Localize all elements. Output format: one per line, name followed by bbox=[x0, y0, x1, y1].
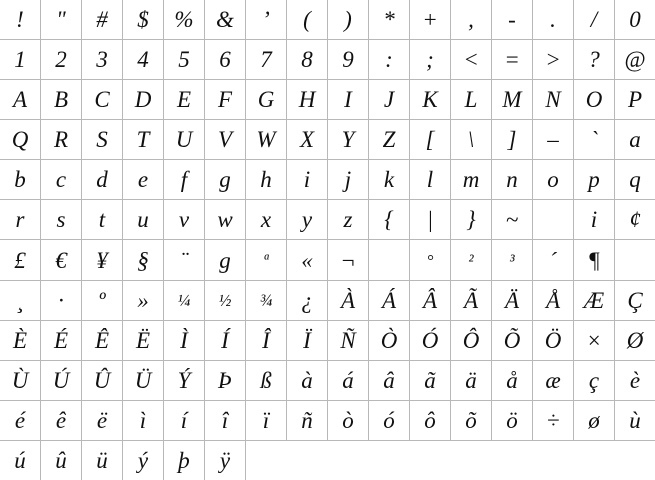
glyph-cell[interactable]: y bbox=[287, 200, 328, 240]
glyph-cell[interactable]: H bbox=[287, 80, 328, 120]
glyph-cell[interactable]: p bbox=[574, 160, 615, 200]
glyph-cell[interactable]: ¸ bbox=[0, 280, 41, 320]
glyph-cell[interactable]: % bbox=[164, 0, 205, 40]
glyph-cell[interactable]: B bbox=[41, 80, 82, 120]
glyph-cell[interactable]: 3 bbox=[82, 40, 123, 80]
glyph-cell[interactable]: I bbox=[328, 80, 369, 120]
glyph-cell[interactable]: ~ bbox=[492, 200, 533, 240]
glyph-cell[interactable]: A bbox=[0, 80, 41, 120]
glyph-cell[interactable]: § bbox=[123, 240, 164, 280]
glyph-cell[interactable]: É bbox=[41, 320, 82, 360]
glyph-cell bbox=[615, 440, 655, 480]
glyph-cell[interactable]: ) bbox=[328, 0, 369, 40]
glyph-cell[interactable]: Û bbox=[82, 360, 123, 400]
glyph-cell[interactable]: ï bbox=[246, 400, 287, 440]
glyph-cell bbox=[328, 440, 369, 480]
glyph-cell[interactable]: ë bbox=[82, 400, 123, 440]
glyph-cell[interactable]: 8 bbox=[287, 40, 328, 80]
glyph-cell[interactable]: s bbox=[41, 200, 82, 240]
glyph-cell[interactable]: Ë bbox=[123, 320, 164, 360]
glyph-cell[interactable]: ª bbox=[246, 240, 287, 280]
glyph-cell[interactable]: ? bbox=[574, 40, 615, 80]
glyph-cell[interactable]: û bbox=[41, 440, 82, 480]
glyph-cell[interactable]: , bbox=[451, 0, 492, 40]
glyph-cell[interactable]: ² bbox=[451, 240, 492, 280]
glyph-cell[interactable]: ÷ bbox=[533, 400, 574, 440]
glyph-cell[interactable]: [ bbox=[410, 120, 451, 160]
glyph-cell[interactable]: M bbox=[492, 80, 533, 120]
glyph-cell[interactable]: : bbox=[369, 40, 410, 80]
glyph-cell[interactable]: * bbox=[369, 0, 410, 40]
glyph-cell[interactable]: ö bbox=[492, 400, 533, 440]
glyph-cell[interactable]: x bbox=[246, 200, 287, 240]
glyph-cell[interactable]: Ó bbox=[410, 320, 451, 360]
glyph-cell[interactable]: Ç bbox=[615, 280, 655, 320]
glyph-cell[interactable]: ¿ bbox=[287, 280, 328, 320]
glyph-cell[interactable]: ¨ bbox=[164, 240, 205, 280]
glyph-cell[interactable]: ’ bbox=[246, 0, 287, 40]
glyph-cell[interactable]: Ñ bbox=[328, 320, 369, 360]
glyph-cell[interactable]: à bbox=[287, 360, 328, 400]
glyph-cell[interactable]: æ bbox=[533, 360, 574, 400]
glyph-cell[interactable]: Ö bbox=[533, 320, 574, 360]
glyph-cell[interactable]: # bbox=[82, 0, 123, 40]
glyph-row bbox=[0, 440, 655, 480]
glyph-cell[interactable]: m bbox=[451, 160, 492, 200]
glyph-cell[interactable]: 7 bbox=[246, 40, 287, 80]
glyph-cell[interactable]: 0 bbox=[615, 0, 655, 40]
glyph-cell bbox=[410, 440, 451, 480]
glyph-cell[interactable]: ¬ bbox=[328, 240, 369, 280]
glyph-cell[interactable]: S bbox=[82, 120, 123, 160]
glyph-cell bbox=[533, 440, 574, 480]
glyph-cell[interactable]: ¢ bbox=[615, 200, 655, 240]
glyph-cell[interactable]: k bbox=[369, 160, 410, 200]
glyph-cell[interactable]: R bbox=[41, 120, 82, 160]
glyph-cell[interactable]: 4 bbox=[123, 40, 164, 80]
glyph-cell[interactable]: × bbox=[574, 320, 615, 360]
glyph-cell[interactable]: Ø bbox=[615, 320, 655, 360]
glyph-row bbox=[0, 80, 655, 120]
glyph-cell[interactable]: J bbox=[369, 80, 410, 120]
glyph-cell[interactable]: ý bbox=[123, 440, 164, 480]
glyph-cell[interactable]: w bbox=[205, 200, 246, 240]
glyph-cell[interactable]: f bbox=[164, 160, 205, 200]
glyph-cell[interactable]: c bbox=[41, 160, 82, 200]
glyph-cell[interactable]: O bbox=[574, 80, 615, 120]
glyph-cell[interactable]: Z bbox=[369, 120, 410, 160]
glyph-cell[interactable]: Å bbox=[533, 280, 574, 320]
glyph-cell[interactable]: q bbox=[615, 160, 655, 200]
glyph-cell[interactable]: Ô bbox=[451, 320, 492, 360]
glyph-cell[interactable]: Í bbox=[205, 320, 246, 360]
glyph-cell[interactable]: £ bbox=[0, 240, 41, 280]
glyph-row bbox=[0, 400, 655, 440]
glyph-cell[interactable]: i bbox=[287, 160, 328, 200]
glyph-cell[interactable]: ° bbox=[410, 240, 451, 280]
glyph-cell[interactable]: ô bbox=[410, 400, 451, 440]
glyph-cell[interactable]: V bbox=[205, 120, 246, 160]
glyph-cell[interactable]: » bbox=[123, 280, 164, 320]
glyph-cell[interactable]: ½ bbox=[205, 280, 246, 320]
glyph-cell[interactable]: N bbox=[533, 80, 574, 120]
glyph-cell[interactable]: o bbox=[533, 160, 574, 200]
glyph-cell bbox=[246, 440, 287, 480]
glyph-cell[interactable]: > bbox=[533, 40, 574, 80]
glyph-cell[interactable]: { bbox=[369, 200, 410, 240]
glyph-cell[interactable]: F bbox=[205, 80, 246, 120]
glyph-cell[interactable]: 5 bbox=[164, 40, 205, 80]
glyph-cell bbox=[287, 440, 328, 480]
glyph-cell[interactable]: & bbox=[205, 0, 246, 40]
glyph-cell[interactable]: Î bbox=[246, 320, 287, 360]
glyph-cell[interactable]: · bbox=[41, 280, 82, 320]
glyph-cell[interactable]: ç bbox=[574, 360, 615, 400]
glyph-cell[interactable]: é bbox=[0, 400, 41, 440]
glyph-cell[interactable]: = bbox=[492, 40, 533, 80]
glyph-cell[interactable]: ä bbox=[451, 360, 492, 400]
glyph-cell[interactable]: Õ bbox=[492, 320, 533, 360]
glyph-cell[interactable]: g bbox=[205, 160, 246, 200]
glyph-cell[interactable]: ß bbox=[246, 360, 287, 400]
glyph-cell[interactable]: P bbox=[615, 80, 655, 120]
glyph-cell[interactable]: . bbox=[533, 0, 574, 40]
glyph-cell[interactable]: X bbox=[287, 120, 328, 160]
glyph-cell[interactable]: Á bbox=[369, 280, 410, 320]
glyph-cell[interactable]: 1 bbox=[0, 40, 41, 80]
glyph-cell[interactable]: Ü bbox=[123, 360, 164, 400]
glyph-cell[interactable]: G bbox=[246, 80, 287, 120]
glyph-cell[interactable]: Æ bbox=[574, 280, 615, 320]
glyph-cell[interactable]: - bbox=[492, 0, 533, 40]
glyph-cell[interactable]: \ bbox=[451, 120, 492, 160]
glyph-row bbox=[0, 0, 655, 40]
glyph-cell[interactable]: ´ bbox=[533, 240, 574, 280]
glyph-cell[interactable]: d bbox=[82, 160, 123, 200]
glyph-cell[interactable]: e bbox=[123, 160, 164, 200]
glyph-cell[interactable]: Â bbox=[410, 280, 451, 320]
glyph-row bbox=[0, 40, 655, 80]
glyph-cell[interactable]: t bbox=[82, 200, 123, 240]
glyph-cell[interactable]: D bbox=[123, 80, 164, 120]
glyph-cell[interactable]: ] bbox=[492, 120, 533, 160]
glyph-row bbox=[0, 120, 655, 160]
glyph-cell[interactable]: á bbox=[328, 360, 369, 400]
glyph-cell[interactable]: Ý bbox=[164, 360, 205, 400]
glyph-cell[interactable]: Y bbox=[328, 120, 369, 160]
glyph-cell[interactable]: ñ bbox=[287, 400, 328, 440]
glyph-cell[interactable]: ó bbox=[369, 400, 410, 440]
glyph-cell[interactable]: ø bbox=[574, 400, 615, 440]
glyph-cell[interactable]: « bbox=[287, 240, 328, 280]
glyph-cell[interactable]: Ã bbox=[451, 280, 492, 320]
glyph-cell[interactable]: ! bbox=[0, 0, 41, 40]
glyph-cell[interactable]: Ê bbox=[82, 320, 123, 360]
glyph-cell[interactable] bbox=[369, 240, 410, 280]
glyph-cell[interactable]: < bbox=[451, 40, 492, 80]
glyph-cell bbox=[369, 440, 410, 480]
glyph-row bbox=[0, 240, 655, 280]
glyph-cell[interactable]: | bbox=[410, 200, 451, 240]
glyph-cell[interactable]: ã bbox=[410, 360, 451, 400]
glyph-cell[interactable]: þ bbox=[164, 440, 205, 480]
glyph-cell[interactable]: 2 bbox=[41, 40, 82, 80]
glyph-cell[interactable]: Ì bbox=[164, 320, 205, 360]
glyph-cell[interactable]: $ bbox=[123, 0, 164, 40]
glyph-row bbox=[0, 160, 655, 200]
glyph-cell bbox=[574, 440, 615, 480]
glyph-cell[interactable]: ü bbox=[82, 440, 123, 480]
glyph-cell[interactable]: l bbox=[410, 160, 451, 200]
glyph-cell[interactable]: ¶ bbox=[574, 240, 615, 280]
glyph-cell[interactable]: 9 bbox=[328, 40, 369, 80]
glyph-cell[interactable]: î bbox=[205, 400, 246, 440]
glyph-cell[interactable]: g bbox=[205, 240, 246, 280]
glyph-cell[interactable]: v bbox=[164, 200, 205, 240]
glyph-row bbox=[0, 360, 655, 400]
glyph-cell[interactable]: ò bbox=[328, 400, 369, 440]
glyph-row bbox=[0, 320, 655, 360]
glyph-cell[interactable]: C bbox=[82, 80, 123, 120]
glyph-cell[interactable]: + bbox=[410, 0, 451, 40]
glyph-cell[interactable]: õ bbox=[451, 400, 492, 440]
glyph-cell[interactable]: n bbox=[492, 160, 533, 200]
glyph-cell[interactable]: U bbox=[164, 120, 205, 160]
glyph-cell bbox=[451, 440, 492, 480]
glyph-cell[interactable] bbox=[533, 200, 574, 240]
glyph-cell[interactable]: 6 bbox=[205, 40, 246, 80]
glyph-cell[interactable]: ì bbox=[123, 400, 164, 440]
glyph-cell[interactable]: W bbox=[246, 120, 287, 160]
glyph-cell[interactable]: / bbox=[574, 0, 615, 40]
glyph-cell[interactable]: a bbox=[615, 120, 655, 160]
glyph-cell[interactable]: L bbox=[451, 80, 492, 120]
glyph-cell[interactable]: Ú bbox=[41, 360, 82, 400]
glyph-cell[interactable]: ù bbox=[615, 400, 655, 440]
glyph-cell[interactable]: Ù bbox=[0, 360, 41, 400]
glyph-cell[interactable]: í bbox=[164, 400, 205, 440]
glyph-cell[interactable]: ( bbox=[287, 0, 328, 40]
glyph-cell[interactable]: € bbox=[41, 240, 82, 280]
glyph-cell[interactable]: E bbox=[164, 80, 205, 120]
glyph-cell[interactable]: r bbox=[0, 200, 41, 240]
glyph-cell[interactable]: } bbox=[451, 200, 492, 240]
glyph-cell[interactable]: ¾ bbox=[246, 280, 287, 320]
glyph-cell[interactable]: u bbox=[123, 200, 164, 240]
glyph-cell[interactable]: ¥ bbox=[82, 240, 123, 280]
glyph-cell[interactable]: È bbox=[0, 320, 41, 360]
glyph-cell[interactable]: è bbox=[615, 360, 655, 400]
glyph-cell[interactable]: " bbox=[41, 0, 82, 40]
glyph-cell[interactable]: ê bbox=[41, 400, 82, 440]
glyph-cell[interactable]: ; bbox=[410, 40, 451, 80]
glyph-cell[interactable]: â bbox=[369, 360, 410, 400]
glyph-cell[interactable]: ` bbox=[574, 120, 615, 160]
glyph-cell[interactable]: å bbox=[492, 360, 533, 400]
glyph-cell[interactable]: h bbox=[246, 160, 287, 200]
glyph-cell[interactable]: j bbox=[328, 160, 369, 200]
glyph-cell[interactable]: K bbox=[410, 80, 451, 120]
glyph-cell[interactable]: Ò bbox=[369, 320, 410, 360]
glyph-cell[interactable]: Þ bbox=[205, 360, 246, 400]
glyph-cell[interactable]: ÿ bbox=[205, 440, 246, 480]
glyph-cell[interactable]: z bbox=[328, 200, 369, 240]
glyph-cell[interactable]: @ bbox=[615, 40, 655, 80]
glyph-cell[interactable]: º bbox=[82, 280, 123, 320]
glyph-cell[interactable]: T bbox=[123, 120, 164, 160]
glyph-cell[interactable]: ³ bbox=[492, 240, 533, 280]
glyph-cell[interactable] bbox=[615, 240, 655, 280]
glyph-cell[interactable]: Ï bbox=[287, 320, 328, 360]
glyph-cell[interactable]: À bbox=[328, 280, 369, 320]
glyph-cell bbox=[492, 440, 533, 480]
glyph-cell[interactable]: ¼ bbox=[164, 280, 205, 320]
glyph-cell[interactable]: Ä bbox=[492, 280, 533, 320]
glyph-cell[interactable]: ú bbox=[0, 440, 41, 480]
glyph-cell[interactable]: Q bbox=[0, 120, 41, 160]
glyph-row bbox=[0, 200, 655, 240]
glyph-cell[interactable]: b bbox=[0, 160, 41, 200]
glyph-cell[interactable]: – bbox=[533, 120, 574, 160]
glyph-cell[interactable]: i bbox=[574, 200, 615, 240]
glyph-row bbox=[0, 280, 655, 320]
